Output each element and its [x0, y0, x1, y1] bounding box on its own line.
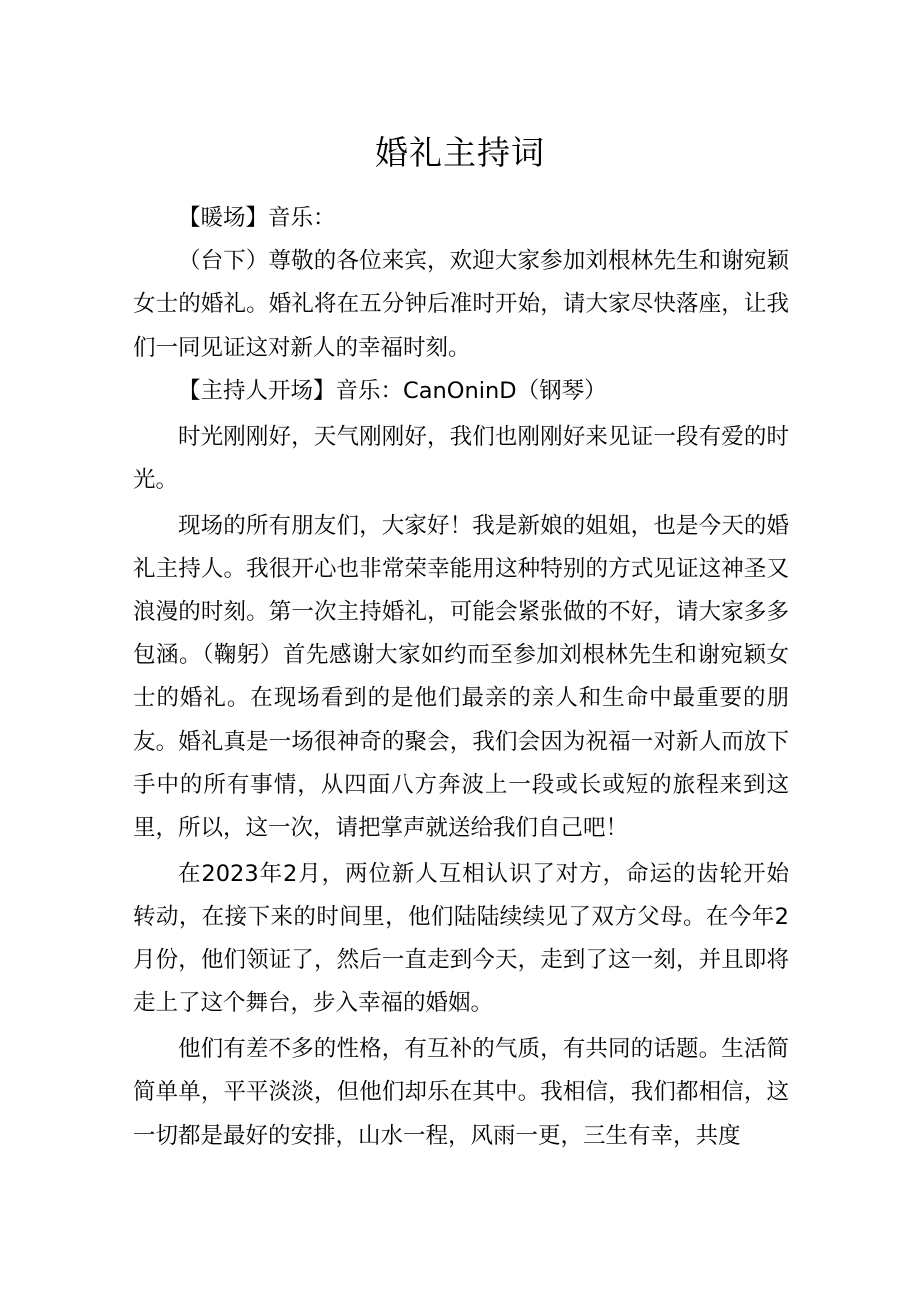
paragraph-warmup-cue: 【暖场】音乐：: [178, 205, 336, 231]
document-title: 婚礼主持词: [375, 133, 545, 173]
paragraph-host-greeting: 现场的所有朋友们，大家好！我是新娘的姐姐，也是今天的婚礼主持人。我很开心也非常荣幸能用这种特别的方式见证这神圣又浪漫的时刻。第一次主持婚礼，可能会紧张做的不好，请大家多多包涵。（鞠躬）首先感谢大家如约而至参加刘根林先生和谢宛颖女士的婚礼。在现场看到的是他们最亲的亲人和生命中最重要的朋友。婚礼真是一场很神奇的聚会，我们会因为祝福一对新人而放下手中的所有事情，从四面八方奔波上一段或长或短的旅程来到这里，所以，这一次，请把掌声就送给我们自己吧！: [133, 512, 789, 842]
paragraph-opening-line: 时光刚刚好，天气刚刚好，我们也刚刚好来见证一段有爱的时光。: [133, 423, 789, 493]
paragraph-couple-character: 他们有差不多的性格，有互补的气质，有共同的话题。生活简简单单，平平淡淡，但他们却乐在其中。我相信，我们都相信，这一切都是最好的安排，山水一程，风雨一更，三生有幸，共度: [133, 1036, 789, 1149]
paragraph-host-opening-cue: 【主持人开场】音乐：CanOninD（钢琴）: [178, 377, 607, 404]
paragraph-welcome: （台下）尊敬的各位来宾，欢迎大家参加刘根林先生和谢宛颖女士的婚礼。婚礼将在五分钟后准时开始，请大家尽快落座，让我们一同见证这对新人的幸福时刻。: [133, 248, 789, 361]
document-body: [133, 197, 789, 1158]
paragraph-couple-story: 在2023年2月，两位新人互相认识了对方，命运的齿轮开始转动，在接下来的时间里，他们陆陆续续见了双方父母。在今年2月份，他们领证了，然后一直走到今天，走到了这一刻，并且即将走上了这个舞台，步入幸福的婚姻。: [133, 860, 789, 1017]
